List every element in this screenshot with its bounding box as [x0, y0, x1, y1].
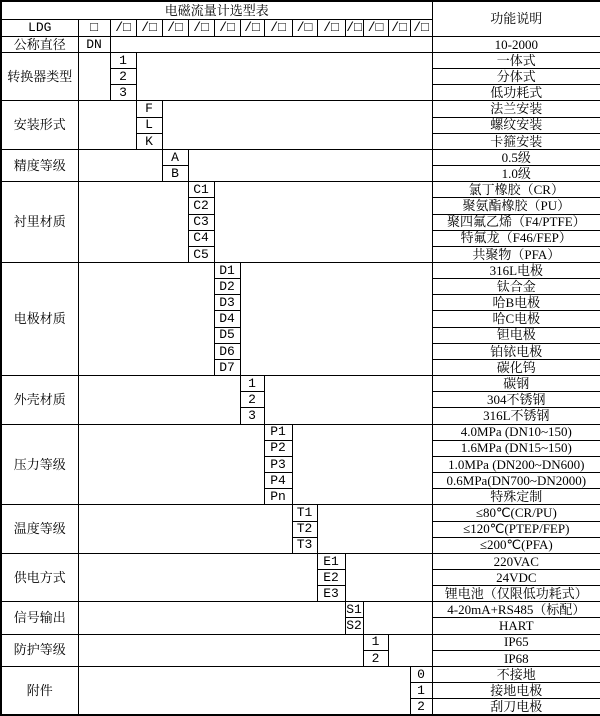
- desc-cell: ≤80℃(CR/PU): [432, 505, 600, 521]
- code-cell: 1: [110, 52, 136, 68]
- desc-cell: 钛合金: [432, 279, 600, 295]
- blank-cell: [188, 149, 432, 181]
- desc-cell: 304不锈钢: [432, 392, 600, 408]
- code-cell: C3: [188, 214, 214, 230]
- blank-cell: [136, 52, 432, 100]
- code-slot: /□: [240, 19, 264, 36]
- section-label-electrode-material: 电极材质: [1, 263, 78, 376]
- code-slot: /□: [162, 19, 188, 36]
- desc-cell: 10-2000: [432, 36, 600, 52]
- desc-cell: 共聚物（PFA）: [432, 246, 600, 262]
- desc-cell: IP65: [432, 634, 600, 650]
- blank-cell: [240, 263, 432, 376]
- code-cell: E3: [317, 586, 345, 602]
- code-slot: /□: [388, 19, 410, 36]
- desc-cell: 特氟龙（F46/FEP）: [432, 230, 600, 246]
- desc-cell: HART: [432, 618, 600, 634]
- desc-cell: 4.0MPa (DN10~150): [432, 424, 600, 440]
- code-cell: 3: [240, 408, 264, 424]
- blank-cell: [78, 666, 410, 715]
- desc-cell: 碳钢: [432, 376, 600, 392]
- blank-cell: [363, 602, 432, 634]
- section-label-accessories: 附件: [1, 666, 78, 715]
- section-label-pressure-rating: 压力等级: [1, 424, 78, 505]
- blank-cell: [78, 263, 214, 376]
- code-cell: C5: [188, 246, 214, 262]
- code-cell: P1: [264, 424, 292, 440]
- code-slot: /□: [110, 19, 136, 36]
- code-cell: T3: [292, 537, 317, 553]
- code-cell: 2: [410, 699, 432, 715]
- code-cell: C1: [188, 182, 214, 198]
- blank-cell: [388, 634, 432, 666]
- desc-cell: 不接地: [432, 666, 600, 682]
- blank-cell: [264, 376, 432, 424]
- section-label-protection-rating: 防护等级: [1, 634, 78, 666]
- blank-cell: [317, 505, 432, 553]
- code-slot: /□: [346, 19, 362, 35]
- desc-cell: 220VAC: [432, 553, 600, 569]
- blank-cell: [78, 553, 317, 601]
- model-prefix: LDG: [1, 19, 78, 36]
- blank-cell: [345, 553, 432, 601]
- desc-cell: 刮刀电极: [432, 699, 600, 715]
- desc-cell: 接地电极: [432, 683, 600, 699]
- section-label-installation: 安装形式: [1, 101, 78, 149]
- code-cell: Pn: [264, 489, 292, 505]
- desc-cell: 碳化钨: [432, 359, 600, 375]
- code-slot: /□: [264, 19, 292, 36]
- code-cell: P3: [264, 456, 292, 472]
- code-cell: 1: [363, 634, 388, 650]
- code-cell: F: [136, 101, 162, 117]
- desc-cell: 哈C电极: [432, 311, 600, 327]
- blank-cell: [292, 424, 432, 505]
- desc-cell: 低功耗式: [432, 85, 600, 101]
- code-cell: C4: [188, 230, 214, 246]
- code-box: □: [78, 19, 110, 36]
- desc-cell: 哈B电极: [432, 295, 600, 311]
- function-column-header: 功能说明: [432, 1, 600, 36]
- blank-cell: [78, 602, 345, 634]
- desc-cell: 316L不锈钢: [432, 408, 600, 424]
- table-title: 电磁流量计选型表: [1, 1, 432, 19]
- code-slot: /□: [317, 19, 345, 36]
- code-cell: K: [136, 133, 162, 149]
- code-cell: D3: [214, 295, 240, 311]
- section-label-temperature-rating: 温度等级: [1, 505, 78, 553]
- blank-cell: [78, 182, 188, 263]
- code-slot: /□: [410, 19, 432, 36]
- code-cell: T2: [292, 521, 317, 537]
- desc-cell: 卡箍安装: [432, 133, 600, 149]
- section-label-nominal-diameter: 公称直径: [1, 36, 78, 52]
- desc-cell: 特殊定制: [432, 489, 600, 505]
- code-slot: /□: [214, 19, 240, 36]
- desc-cell: ≤120℃(PTEP/FEP): [432, 521, 600, 537]
- section-label-housing-material: 外壳材质: [1, 376, 78, 424]
- desc-cell: 24VDC: [432, 569, 600, 585]
- desc-cell: 1.6MPa (DN15~150): [432, 440, 600, 456]
- code-cell: C2: [188, 198, 214, 214]
- blank-cell: [78, 424, 264, 505]
- code-cell: S1: [346, 602, 362, 618]
- code-cell: T1: [292, 505, 317, 521]
- code-cell: D7: [214, 359, 240, 375]
- desc-cell: 钽电极: [432, 327, 600, 343]
- desc-cell: 法兰安装: [432, 101, 600, 117]
- code-slot: /□: [292, 19, 317, 36]
- code-cell: 2: [240, 392, 264, 408]
- blank-cell: [110, 36, 432, 52]
- code-cell: L: [136, 117, 162, 133]
- code-slot: /□: [136, 19, 162, 36]
- section-label-accuracy: 精度等级: [1, 149, 78, 181]
- code-cell: 2: [363, 650, 388, 666]
- section-label-lining-material: 衬里材质: [1, 182, 78, 263]
- desc-cell: 铂铱电极: [432, 343, 600, 359]
- code-cell: P2: [264, 440, 292, 456]
- blank-cell: [214, 182, 432, 263]
- code-cell: B: [162, 166, 188, 182]
- blank-cell: [78, 149, 162, 181]
- code-cell: D4: [214, 311, 240, 327]
- desc-cell: 分体式: [432, 69, 600, 85]
- blank-cell: [78, 505, 292, 553]
- code-cell: D6: [214, 343, 240, 359]
- section-label-signal-output: 信号输出: [1, 602, 78, 634]
- desc-cell: 1.0级: [432, 166, 600, 182]
- desc-cell: 0.5级: [432, 149, 600, 165]
- section-label-converter-type: 转换器类型: [1, 52, 78, 100]
- code-cell: 0: [410, 666, 432, 682]
- desc-cell: 聚氨酯橡胶（PU）: [432, 198, 600, 214]
- desc-cell: ≤200℃(PFA): [432, 537, 600, 553]
- desc-cell: 一体式: [432, 52, 600, 68]
- desc-cell: 1.0MPa (DN200~DN600): [432, 456, 600, 472]
- code-cell: D1: [214, 263, 240, 279]
- desc-cell: 4-20mA+RS485（标配）: [432, 602, 600, 618]
- code-cell: S2: [346, 618, 362, 634]
- code-slot: /□: [188, 19, 214, 36]
- code-cell: 1: [240, 376, 264, 392]
- desc-cell: 316L电极: [432, 263, 600, 279]
- blank-cell: [78, 634, 363, 666]
- blank-cell: [78, 101, 136, 149]
- code-slot: /□: [363, 19, 388, 36]
- code-cell: 2: [110, 69, 136, 85]
- code-cell: P4: [264, 473, 292, 489]
- code-cell: 1: [410, 683, 432, 699]
- blank-cell: [78, 52, 110, 100]
- desc-cell: 氯丁橡胶（CR）: [432, 182, 600, 198]
- code-cell: 3: [110, 85, 136, 101]
- code-cell: D5: [214, 327, 240, 343]
- blank-cell: [78, 376, 240, 424]
- code-cell: A: [162, 149, 188, 165]
- desc-cell: IP68: [432, 650, 600, 666]
- code-cell: DN: [78, 36, 110, 52]
- section-label-power-supply: 供电方式: [1, 553, 78, 601]
- code-cell: E1: [317, 553, 345, 569]
- blank-cell: [162, 101, 432, 149]
- code-cell: E2: [317, 569, 345, 585]
- code-cell: D2: [214, 279, 240, 295]
- desc-cell: 螺纹安装: [432, 117, 600, 133]
- desc-cell: 锂电池（仅限低功耗式）: [432, 586, 600, 602]
- desc-cell: 聚四氟乙烯（F4/PTFE）: [432, 214, 600, 230]
- desc-cell: 0.6MPa(DN700~DN2000): [432, 473, 600, 489]
